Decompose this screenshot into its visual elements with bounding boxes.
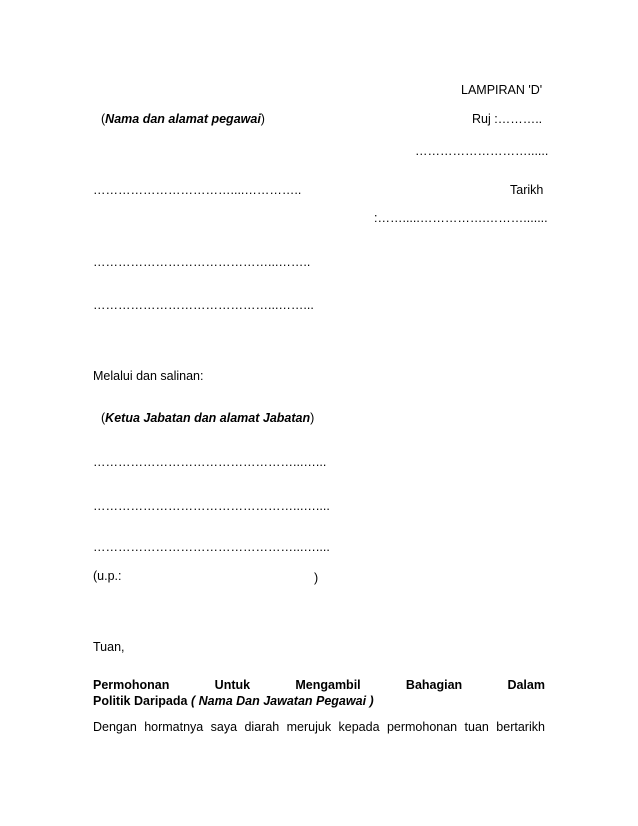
subject-line-2: [93, 693, 374, 709]
subject-word: Dalam: [507, 678, 545, 692]
up-close-paren: ): [314, 571, 319, 585]
via-close-paren: ): [310, 411, 315, 425]
subject-word: Bahagian: [405, 678, 463, 692]
via-placeholder-text: Ketua Jabatan dan alamat Jabatan: [105, 411, 311, 425]
via-label: Melalui dan salinan:: [93, 369, 204, 383]
sender-open-paren: (: [101, 112, 106, 126]
body-line-1: [93, 719, 545, 735]
subject-placeholder: ( Nama Dan Jawatan Pegawai ): [190, 694, 374, 708]
body-word: kepada: [338, 720, 380, 734]
body-word: tuan: [464, 720, 489, 734]
via-address-line-2: …………………………………………...…....: [93, 499, 330, 513]
lampiran-label: LAMPIRAN 'D': [461, 83, 543, 97]
ruj-field: Ruj :………..: [472, 112, 543, 126]
body-word: saya: [210, 720, 238, 734]
body-word: diarah: [244, 720, 280, 734]
sender-placeholder: [101, 111, 265, 127]
subject-line-2-text: Politik Daripada: [93, 694, 188, 708]
sender-address-line-1: ……………………………....…………..: [93, 183, 302, 197]
body-word: Dengan: [93, 720, 137, 734]
sender-address-line-3: ……………………………………...……...: [93, 298, 314, 312]
via-address-line-1: …………………………………………...…...: [93, 455, 327, 469]
tarikh-label: Tarikh: [510, 183, 544, 197]
subject-word: Permohonan: [93, 678, 170, 692]
salutation: Tuan,: [93, 640, 125, 654]
sender-close-paren: ): [260, 112, 265, 126]
up-field: (u.p.:: [93, 569, 122, 583]
subject-word: Untuk: [214, 678, 251, 692]
tarikh-dotted-line: :…….....…………….……….......: [374, 211, 548, 225]
sender-address-line-2: ……………………………………...……..: [93, 255, 311, 269]
ruj-dotted-line: ………………………......: [415, 144, 549, 158]
body-word: permohonan: [386, 720, 458, 734]
body-word: merujuk: [286, 720, 332, 734]
sender-placeholder-text: Nama dan alamat pegawai: [105, 112, 261, 126]
via-placeholder: [101, 410, 314, 426]
body-word: hormatnya: [144, 720, 204, 734]
subject-line-1: [93, 677, 545, 693]
via-address-line-3: …………………………………………...…....: [93, 540, 330, 554]
via-open-paren: (: [101, 411, 106, 425]
subject-word: Mengambil: [295, 678, 361, 692]
body-word: bertarikh: [496, 720, 545, 734]
